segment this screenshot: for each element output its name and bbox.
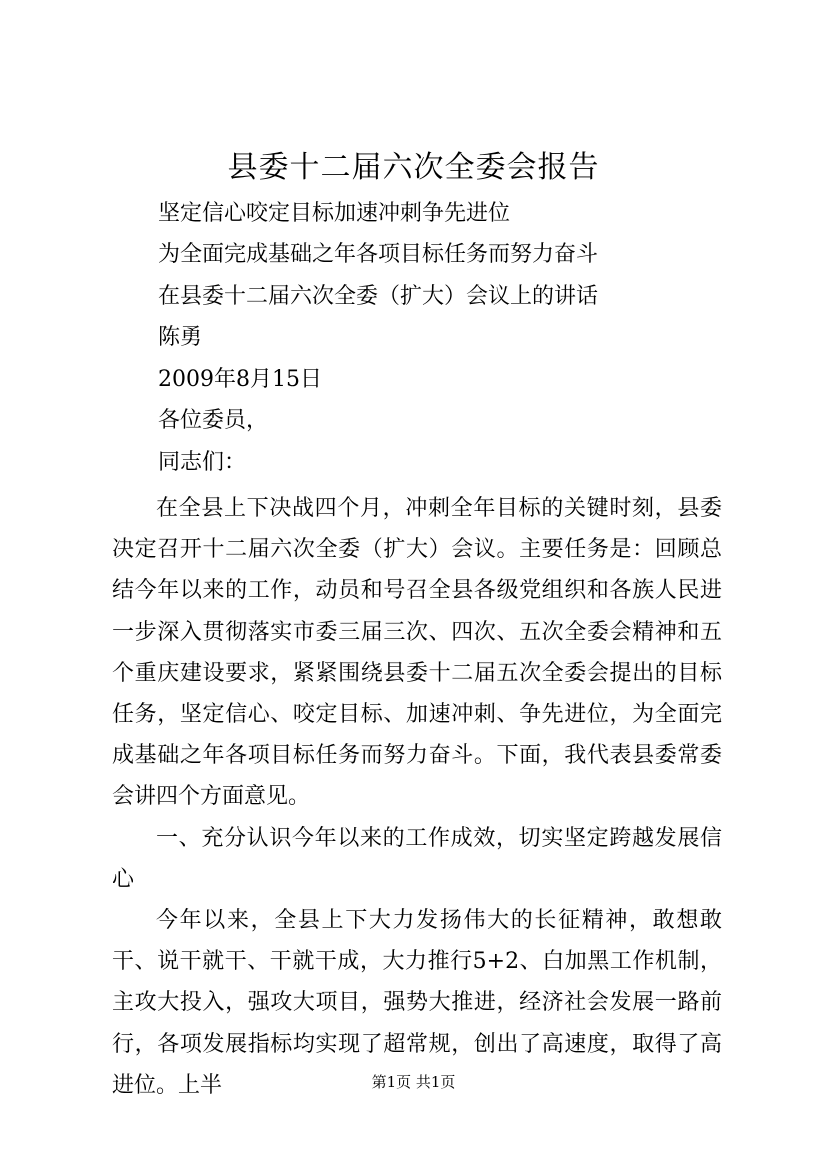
salutation-members: 各位委员， — [158, 408, 269, 433]
document-title: 县委十二届六次全委会报告 — [227, 150, 600, 185]
body-text — [112, 488, 722, 1106]
speech-date: 2009年8月15日 — [158, 367, 322, 392]
subtitle-line-1: 坚定信心咬定目标加速冲刺争先进位 — [158, 201, 511, 226]
subtitle-line-2: 为全面完成基础之年各项目标任务而努力奋斗 — [158, 242, 599, 267]
subtitle-line-3: 在县委十二届六次全委（扩大）会议上的讲话 — [158, 284, 599, 309]
author-name: 陈勇 — [158, 325, 203, 350]
salutation-comrades: 同志们： — [158, 450, 247, 475]
paragraph-intro: 在全县上下决战四个月，冲刺全年目标的关键时刻，县委决定召开十二届六次全委（扩大）会议。主要任务是：回顾总结今年以来的工作，动员和号召全县各级党组织和各族人民进一步深入贯彻落实市委三届三次、四次、五次全委会精神和五个重庆建设要求，紧紧围绕县委十二届五次全委会提出的目标任务，坚定信心、咬定目标、加速冲刺、争先进位，为全面完成基础之年各项目标任务而努力奋斗。下面，我代表县委常委会讲四个方面意见。 — [112, 496, 722, 810]
page-footer: 第1页 共1页 — [371, 1073, 456, 1091]
paragraph-section-1: 今年以来，全县上下大力发扬伟大的长征精神，敢想敢干、说干就干、干就干成，大力推行5+2、白加黑工作机制，主攻大投入，强攻大项目，强势大推进，经济社会发展一路前行，各项发展指标均实现了超常规，创出了高速度，取得了高进位。上半 — [112, 908, 722, 1098]
section-heading-1: 一、充分认识今年以来的工作成效，切实坚定跨越发展信心 — [112, 825, 722, 892]
